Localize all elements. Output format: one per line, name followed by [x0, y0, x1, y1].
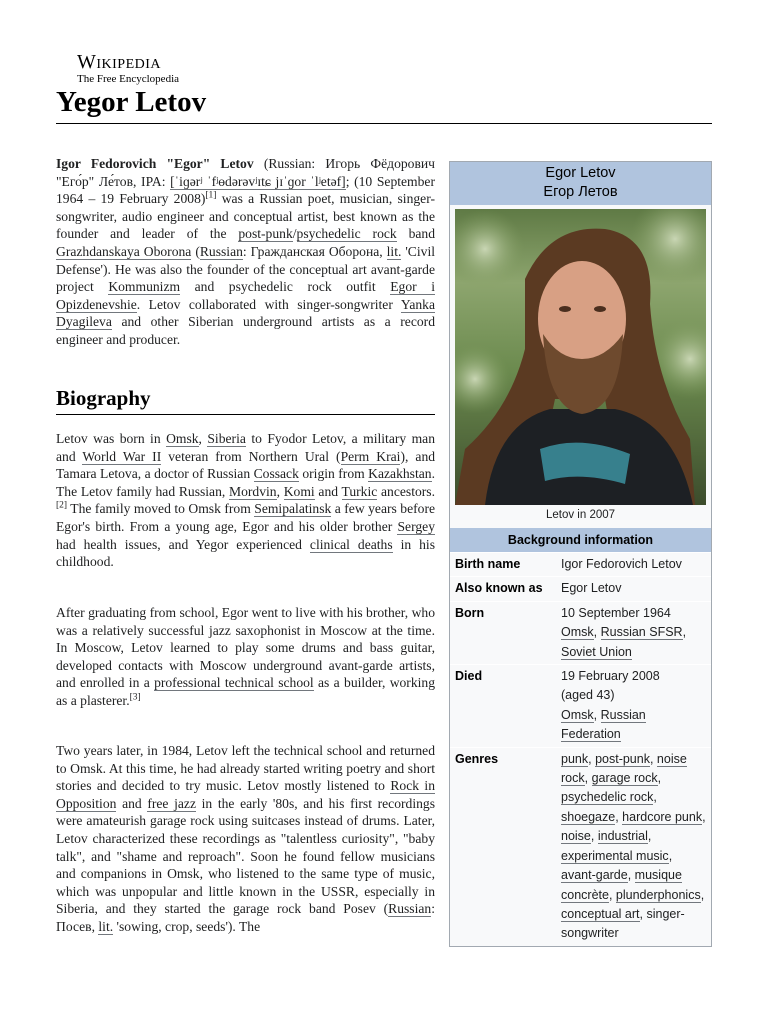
body-text: a few years before Egor's birth. From a young age, Egor and his older brother — [56, 501, 436, 534]
photo-caption: Letov in 2007 — [545, 509, 616, 521]
ipa-prefix: , IPA: — [133, 173, 171, 189]
link-semipalatinsk[interactable]: Semipalatinsk — [254, 501, 332, 517]
body-text: ancestors. — [377, 483, 435, 499]
genre-link[interactable]: experimental music — [561, 848, 669, 863]
infobox-row-birth-name — [450, 552, 711, 576]
portrait-photo-icon — [455, 209, 706, 505]
genre-link[interactable]: noise — [561, 829, 591, 844]
biography-paragraph — [56, 430, 435, 571]
body-text: as a builder, working as a plasterer. — [56, 675, 436, 708]
lead-text: 'Civil Defense'). He was also the founder of the conceptual art avant-garde project — [56, 243, 435, 295]
infobox — [449, 161, 712, 947]
body-text: veteran from Northern Ural ( — [161, 448, 341, 464]
infobox-value: 19 February 2008 (aged 43) Omsk, Russian Federation — [556, 665, 711, 747]
body-text: , — [276, 483, 284, 499]
infobox-label: Born — [455, 605, 485, 620]
link-psychedelic-rock[interactable]: psychedelic rock — [296, 226, 397, 242]
subject-name: Igor Fedorovich "Egor" Letov — [56, 156, 254, 171]
life-dates: ; (10 September 1964 – 19 February 2008) — [56, 173, 435, 207]
death-date: 19 February 2008 — [561, 669, 660, 684]
infobox-row-died — [450, 664, 711, 747]
link-russian-language[interactable]: Russian — [388, 901, 432, 917]
infobox-row-born — [450, 601, 711, 664]
genre-link[interactable]: plunderphonics — [615, 887, 701, 902]
infobox-row-genres — [450, 747, 711, 946]
body-text: and — [116, 795, 148, 811]
body-text: : Посев, — [56, 901, 435, 934]
reference-link[interactable]: [3] — [129, 692, 141, 703]
body-text: ), and Tamara Letova, a doctor of Russian — [56, 448, 436, 482]
link-siberia[interactable]: Siberia — [207, 431, 246, 446]
genre-link[interactable]: punk — [561, 751, 589, 766]
genre-link[interactable]: avant-garde — [561, 868, 628, 883]
link-russian-language[interactable]: Russian — [199, 243, 243, 259]
lead-text: / — [292, 226, 297, 242]
logo-wordmark: Wikipedia — [77, 51, 162, 73]
genre-link[interactable]: psychedelic rock — [561, 790, 654, 805]
biography-paragraph — [56, 742, 435, 936]
link-cossack[interactable]: Cossack — [253, 466, 299, 482]
body-text: in the early '80s, and his first recordings were amateurish garage rock using suitcases instead of drums. Later, Letov characterized these recordings as "talentless curiosity", "baby talk", and "shame and reproach". Soon he found fellow musicians and companions in Omsk, who listened to the same type of music, which was unpopular and little known in the USSR, especially in Siberia, and they started the garage rock band Posev ( — [56, 795, 435, 917]
body-text: . The Letov family had Russian, — [56, 466, 435, 499]
infobox-title-latin: Egor Letov — [545, 165, 616, 181]
body-text: Letov was born in — [56, 431, 167, 446]
infobox-label: Genres — [455, 751, 499, 766]
wikipedia-logo[interactable] — [77, 52, 179, 85]
link-sergey[interactable]: Sergey — [397, 518, 435, 534]
link-russian-sfsr[interactable]: Russian SFSR — [600, 625, 683, 640]
link-kommunizm[interactable]: Kommunizm — [108, 279, 181, 295]
genre-link[interactable]: hardcore punk — [622, 809, 703, 824]
body-text: origin from — [298, 466, 369, 482]
lead-text: was a Russian poet, musician, singer-songwriter, audio engineer and conceptual artist, best known as the founder and leader of the — [56, 191, 435, 242]
genre-list: punk, post-punk, noise rock, garage rock, psychedelic rock, shoegaze, hardcore punk, noise, industrial, experimental music, avant-garde, musique concrète, plunderphonics, conceptual art, singer-songwriter — [561, 751, 706, 941]
lead-text: ( — [191, 243, 200, 259]
link-egor-i-opizdenevshie[interactable]: Egor i Opizdenevshie — [56, 279, 436, 312]
infobox-value: Igor Fedorovich Letov — [561, 557, 682, 571]
reference-link[interactable]: [2] — [56, 500, 68, 511]
lead-text: and psychedelic rock outfit — [180, 279, 391, 295]
lead-text: . Letov collaborated with singer-songwriter — [136, 296, 401, 312]
biography-paragraph — [56, 604, 435, 710]
genre-link[interactable]: industrial — [597, 829, 648, 844]
ipa-link[interactable]: [ˈiɡərʲ ˈfʲɵdərəvʲɪtɕ jɪˈɡor ˈlʲetəf] — [170, 173, 346, 189]
link-literally[interactable]: lit. — [386, 243, 402, 259]
body-text: Two years later, in 1984, Letov left the technical school and returned to Omsk. At this time, he had already started writing poetry and short stories and decided to try music. Letov mostly listened to — [56, 743, 435, 794]
logo-tagline: The Free Encyclopedia — [77, 73, 180, 85]
link-clinical-deaths[interactable]: clinical deaths — [309, 536, 393, 552]
body-text: and — [314, 483, 342, 499]
infobox-section-heading: Background information — [450, 528, 711, 552]
link-free-jazz[interactable]: free jazz — [147, 795, 196, 811]
body-text: 'sowing, crop, seeds'). The — [113, 918, 261, 934]
link-world-war-ii[interactable]: World War II — [82, 448, 162, 464]
lead-text: and other Siberian underground artists as a record engineer and producer. — [56, 314, 435, 347]
link-mordvin[interactable]: Mordvin — [229, 483, 277, 499]
reference-link[interactable]: [1] — [205, 190, 217, 201]
title-divider — [56, 123, 712, 124]
link-rock-in-opposition[interactable]: Rock in Opposition — [56, 778, 435, 811]
link-post-punk[interactable]: post-punk — [238, 226, 293, 242]
lead-paragraph — [56, 155, 435, 349]
body-text: , — [198, 431, 208, 446]
lead-text: band — [396, 226, 435, 242]
genre-link[interactable]: noise rock — [561, 751, 687, 786]
genre-link[interactable]: musique concrète — [561, 868, 682, 902]
genre-link[interactable]: garage rock — [591, 771, 658, 786]
link-komi[interactable]: Komi — [283, 483, 315, 499]
lead-text: : Гражданская Оборона, — [242, 243, 387, 259]
infobox-title — [450, 162, 711, 205]
link-russian-federation[interactable]: Russian Federation — [561, 707, 646, 742]
body-text: had health issues, and Yegor experienced — [56, 536, 310, 552]
genre-link[interactable]: conceptual art — [561, 906, 640, 921]
link-omsk[interactable]: Omsk — [561, 625, 594, 640]
lead-text: (Russian: — [253, 156, 326, 171]
body-text: After graduating from school, Egor went to live with his brother, who was a relatively successful jazz saxophonist in Moscow at the time. In Moscow, Letov learned to play some drums and bass guitar, developed contacts with Moscow underground avant-garde artists, and enrolled in a — [56, 605, 435, 691]
link-soviet-union[interactable]: Soviet Union — [561, 644, 632, 659]
infobox-value: Egor Letov — [561, 581, 622, 596]
infobox-row-also-known-as — [450, 576, 711, 600]
section-heading-biography: Biography — [56, 385, 435, 415]
infobox-label: Birth name — [455, 557, 521, 571]
link-yanka-dyagileva[interactable]: Yanka Dyagileva — [56, 296, 435, 330]
link-literally[interactable]: lit. — [98, 918, 114, 934]
body-text: in his childhood. — [56, 536, 435, 570]
genre-link[interactable]: post-punk — [595, 751, 650, 766]
russian-name: Игорь Фёдорович "Его́р" Ле́тов — [56, 156, 436, 189]
genre-text: singer-songwriter — [561, 906, 685, 941]
infobox-label: Also known as — [455, 581, 543, 596]
body-text: The family moved to Omsk from — [67, 501, 255, 517]
link-professional-technical-school[interactable]: professional technical school — [154, 675, 314, 691]
body-text: to Fyodor Letov, a military man and — [56, 431, 436, 464]
link-omsk[interactable]: Omsk — [166, 431, 199, 446]
link-kazakhstan[interactable]: Kazakhstan — [368, 466, 432, 482]
page-title: Yegor Letov — [56, 86, 207, 118]
link-perm-krai[interactable]: Perm Krai — [340, 448, 401, 464]
age-at-death: (aged 43) — [561, 688, 615, 703]
link-omsk[interactable]: Omsk — [561, 707, 594, 722]
portrait-photo[interactable] — [455, 209, 706, 505]
infobox-label: Died — [455, 669, 483, 684]
genre-link[interactable]: shoegaze — [561, 809, 616, 824]
birth-date: 10 September 1964 — [561, 605, 671, 620]
link-turkic[interactable]: Turkic — [341, 483, 378, 499]
infobox-value: 10 September 1964 Omsk, Russian SFSR, Soviet Union — [556, 602, 711, 664]
infobox-title-cyrillic: Егор Летов — [543, 184, 618, 200]
link-grazhdanskaya-oborona[interactable]: Grazhdanskaya Oborona — [56, 243, 192, 259]
